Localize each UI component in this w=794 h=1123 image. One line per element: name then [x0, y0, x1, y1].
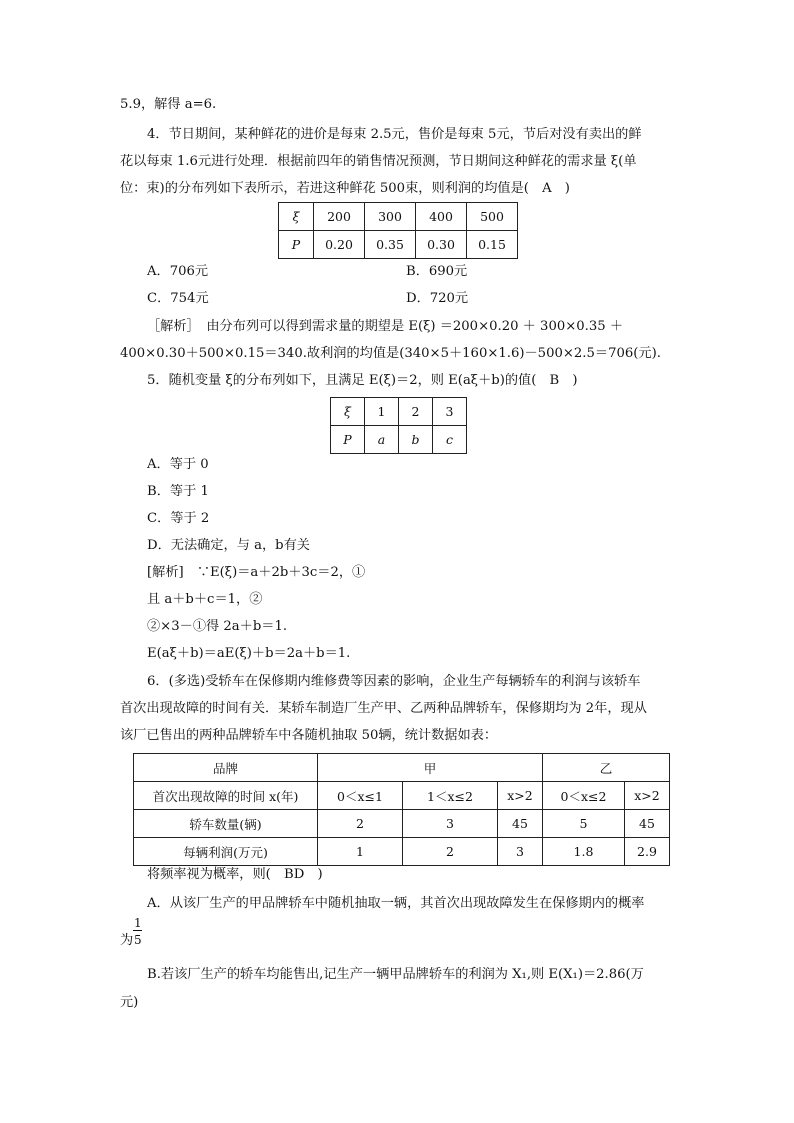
table-cell: c: [433, 426, 467, 454]
table-cell: 45: [625, 810, 670, 838]
table-cell: b: [399, 426, 433, 454]
table-cell: 0＜x≤2: [543, 782, 625, 810]
table-header-jia: 甲: [318, 754, 543, 782]
question-6-line-3: 该厂已售出的两种品牌轿车中各随机抽取 50辆，统计数据如表：: [120, 728, 498, 743]
table-cell: 2: [403, 838, 498, 866]
table-cell: x>2: [498, 782, 543, 810]
car-data-table: [133, 753, 670, 866]
table-cell: 0.30: [416, 231, 467, 259]
option-a-line-2: 为: [120, 933, 134, 948]
table-cell: ξ: [331, 398, 365, 426]
table-row: [134, 754, 670, 782]
table-cell: 1＜x≤2: [403, 782, 498, 810]
question-4-line-3: 位：束)的分布列如下表所示，若进这种鲜花 500束，则利润的均值是( A ): [120, 181, 570, 196]
fraction-numerator: 1: [134, 916, 142, 930]
table-cell: 2.9: [625, 838, 670, 866]
option-d: D．720元: [406, 291, 469, 306]
fraction-bar: [133, 930, 142, 931]
table-row: [279, 203, 518, 231]
option-a: A．706元: [147, 264, 209, 279]
table-row: [134, 782, 670, 810]
question-4-line-2: 花以每束 1.6元进行处理．根据前四年的销售情况预测，节日期间这种鲜花的需求量 ξ(单: [120, 154, 637, 169]
option-b: B．690元: [406, 264, 468, 279]
table-cell: 300: [365, 203, 416, 231]
question-5-line-1: 5．随机变量 ξ的分布列如下，且满足 E(ξ)＝2，则 E(aξ＋b)的值( B ): [147, 373, 578, 388]
table-cell: 5: [543, 810, 625, 838]
option-c: C．等于 2: [147, 511, 210, 526]
table-row: [134, 810, 670, 838]
table-cell: P: [279, 231, 314, 259]
table-cell: 首次出现故障的时间 x(年): [134, 782, 318, 810]
table-cell: a: [365, 426, 399, 454]
table-row: [331, 426, 467, 454]
question-4-line-1: 4．节日期间，某种鲜花的进价是每束 2.5元，售价是每束 5元，节后对没有卖出的鲜: [147, 127, 642, 142]
table-header-yi: 乙: [543, 754, 670, 782]
option-d: D．无法确定，与 a，b有关: [147, 538, 310, 553]
table-cell: 0.35: [365, 231, 416, 259]
table-cell: 2: [318, 810, 403, 838]
table-cell: 3: [498, 838, 543, 866]
option-b: B．等于 1: [147, 484, 209, 499]
table-cell: 0.15: [467, 231, 518, 259]
table-cell: 0＜x≤1: [318, 782, 403, 810]
table-cell: 2: [399, 398, 433, 426]
solution-line-2: 400×0.30＋500×0.15＝340.故利润的均值是(340×5＋160×1.6)－500×2.5＝706(元).: [120, 346, 661, 361]
table-row: [134, 838, 670, 866]
solution-line-3: ②×3－①得 2a＋b＝1.: [147, 619, 288, 634]
text-line: 5.9，解得 a=6.: [120, 97, 217, 112]
table-cell: 200: [314, 203, 365, 231]
solution-line-1: [解析] ∵E(ξ)＝a＋2b＋3c＝2，①: [147, 565, 366, 580]
table-cell: 每辆利润(万元): [134, 838, 318, 866]
option-b-line-2: 元): [120, 995, 139, 1010]
table-cell: 1: [318, 838, 403, 866]
table-cell: 3: [433, 398, 467, 426]
table-cell: 1.8: [543, 838, 625, 866]
distribution-table-q5: [330, 397, 467, 454]
table-cell: 轿车数量(辆): [134, 810, 318, 838]
table-row: [331, 398, 467, 426]
table-row: [279, 231, 518, 259]
table-cell: ξ: [279, 203, 314, 231]
table-cell: P: [331, 426, 365, 454]
table-cell: 1: [365, 398, 399, 426]
table-cell: 0.20: [314, 231, 365, 259]
question-6-line-2: 首次出现故障的时间有关．某轿车制造厂生产甲、乙两种品牌轿车，保修期均为 2年，现从: [120, 701, 647, 716]
solution-line-4: E(aξ＋b)＝aE(ξ)＋b＝2a＋b＝1.: [147, 646, 351, 661]
question-6-line-1: 6．(多选)受轿车在保修期内维修费等因素的影响，企业生产每辆轿车的利润与该轿车: [147, 674, 641, 689]
fraction-denominator: 5: [134, 933, 142, 947]
frequency-note: 将频率视为概率，则( BD ): [147, 867, 323, 882]
table-cell: 3: [403, 810, 498, 838]
table-header-brand: 品牌: [134, 754, 318, 782]
option-b-line-1: B.若该厂生产的轿车均能售出,记生产一辆甲品牌轿车的利润为 X₁,则 E(X₁)＝2.86(万: [147, 967, 644, 982]
table-cell: 400: [416, 203, 467, 231]
table-cell: x>2: [625, 782, 670, 810]
solution-line-1: ［解析］ 由分布列可以得到需求量的期望是 E(ξ) ＝200×0.20 ＋ 300×0.35 ＋: [147, 319, 624, 334]
table-cell: 500: [467, 203, 518, 231]
option-c: C．754元: [147, 291, 209, 306]
distribution-table-q4: [278, 202, 518, 259]
solution-line-2: 且 a＋b＋c＝1，②: [147, 592, 263, 607]
table-cell: 45: [498, 810, 543, 838]
option-a-line-1: A．从该厂生产的甲品牌轿车中随机抽取一辆，其首次出现故障发生在保修期内的概率: [147, 896, 645, 911]
option-a: A．等于 0: [147, 457, 209, 472]
